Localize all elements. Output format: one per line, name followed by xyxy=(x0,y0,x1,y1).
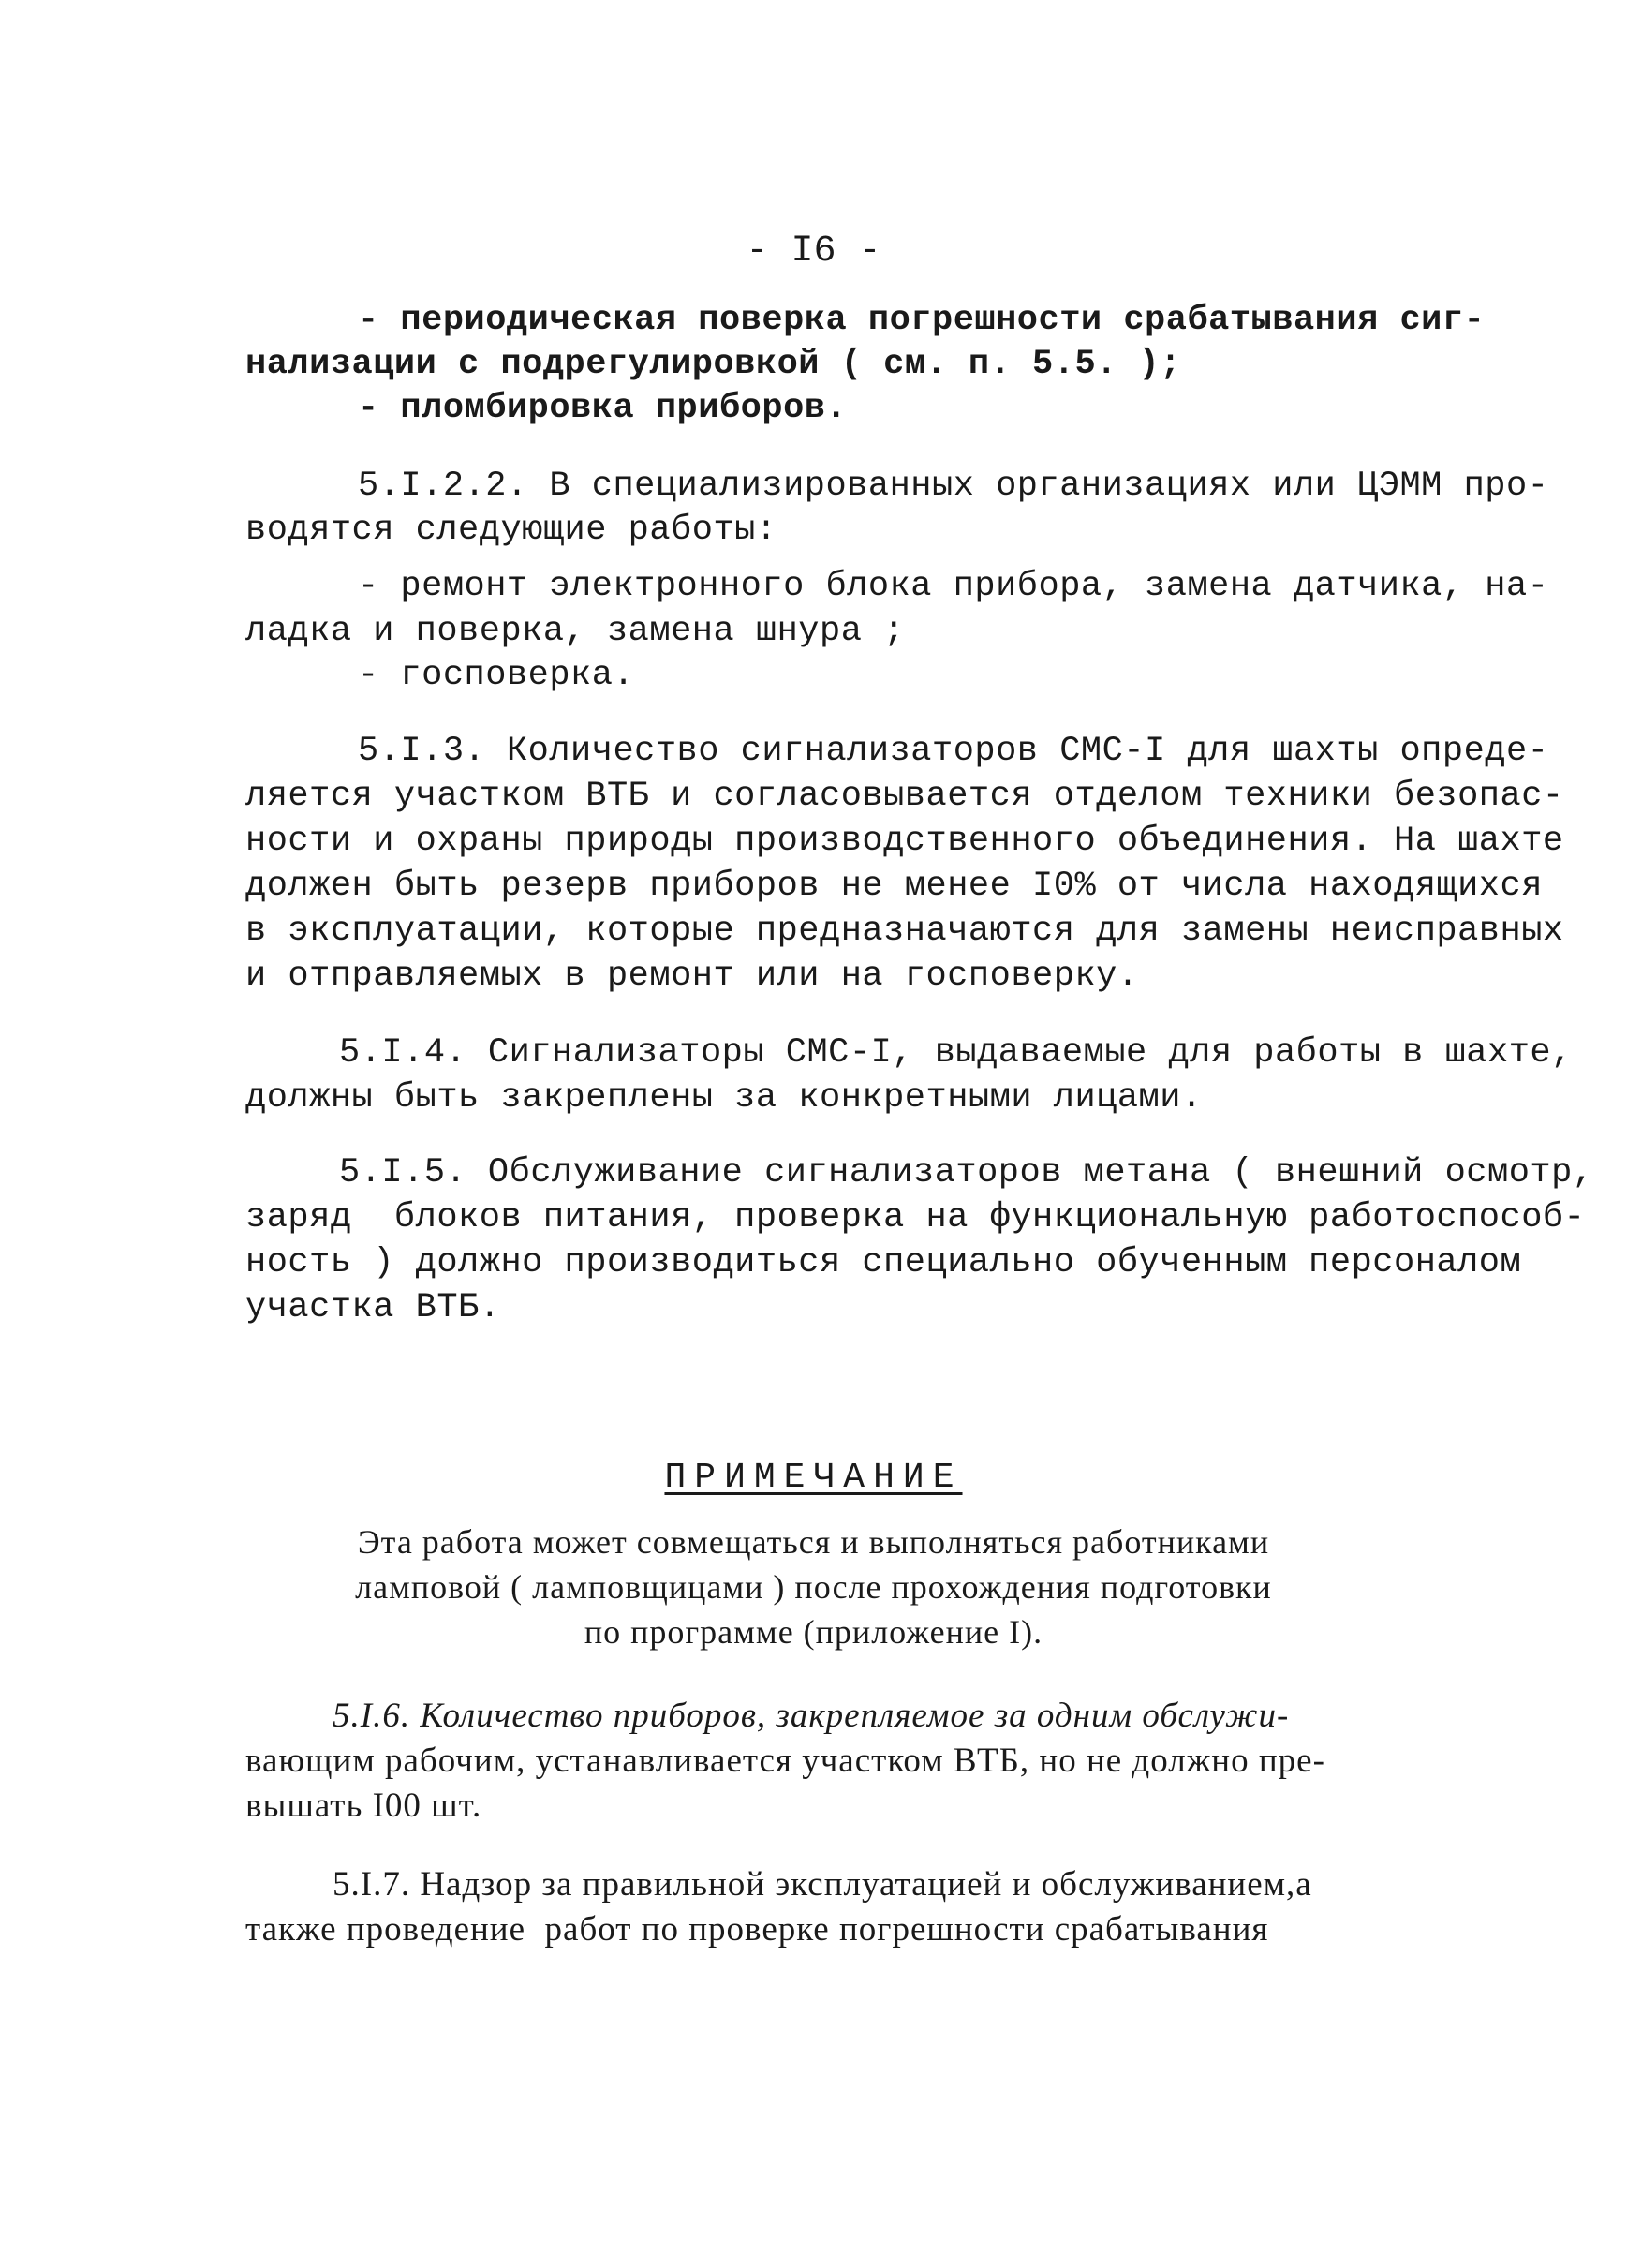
paragraph-5-1-3-line: в эксплуатации, которые предназначаются для замены неисправных xyxy=(245,912,1564,951)
paragraph-5-1-7-line: также проведение работ по проверке погрешности срабатывания xyxy=(245,1910,1269,1949)
paragraph-5-1-6-line: вышать I00 шт. xyxy=(245,1786,482,1825)
paragraph-5-1-3-line: и отправляемых в ремонт или на госповерку. xyxy=(245,956,1139,996)
text-line: - пломбировка приборов. xyxy=(358,389,848,428)
text-line: - госповерка. xyxy=(358,656,635,695)
paragraph-5-1-4-line: 5.I.4. Сигнализаторы СМС-I, выдаваемые для работы в шахте, xyxy=(339,1033,1573,1073)
paragraph-5-1-4-line: должны быть закреплены за конкретными лицами. xyxy=(245,1078,1203,1118)
note-line: ламповой ( ламповщицами ) после прохождения подготовки xyxy=(355,1568,1272,1606)
text-line: нализации с подрегулировкой ( см. п. 5.5. ); xyxy=(245,345,1181,384)
text-line: ладка и поверка, замена шнура ; xyxy=(245,612,905,651)
paragraph-5-1-6-line: 5.I.6. Количество приборов, закрепляемое за одним обслужи- xyxy=(333,1697,1290,1735)
note-line: по программе (приложение I). xyxy=(584,1613,1043,1651)
page-number: - I6 - xyxy=(746,230,881,273)
text-line: - периодическая поверка погрешности срабатывания сиг- xyxy=(358,301,1486,340)
text-line: - ремонт электронного блока прибора, замена датчика, на- xyxy=(358,567,1549,606)
paragraph-5-1-5-line: заряд блоков питания, проверка на функциональную работоспособ- xyxy=(245,1198,1586,1238)
paragraph-5-1-5-line: ность ) должно производиться специально обученным персоналом xyxy=(245,1243,1522,1282)
paragraph-5-1-7-line: 5.I.7. Надзор за правильной эксплуатацией и обслуживанием,а xyxy=(333,1865,1312,1904)
paragraph-5-1-2-2-line: водятся следующие работы: xyxy=(245,511,777,550)
paragraph-5-1-3-line: 5.I.3. Количество сигнализаторов СМС-I для шахты опреде- xyxy=(358,732,1549,771)
paragraph-5-1-2-2-line: 5.I.2.2. В специализированных организациях или ЦЭММ про- xyxy=(358,467,1549,506)
paragraph-5-1-5-line: 5.I.5. Обслуживание сигнализаторов метана ( внешний осмотр, xyxy=(339,1153,1594,1193)
paragraph-5-1-3-line: должен быть резерв приборов не менее I0% от числа находящихся xyxy=(245,867,1543,906)
note-heading: ПРИМЕЧАНИЕ xyxy=(664,1458,963,1498)
paragraph-5-1-5-line: участка ВТБ. xyxy=(245,1288,501,1327)
note-line: Эта работа может совмещаться и выполняться работниками xyxy=(357,1523,1270,1561)
paragraph-5-1-6-line: вающим рабочим, устанавливается участком ВТБ, но не должно пре- xyxy=(245,1742,1325,1780)
paragraph-5-1-3-line: ности и охраны природы производственного объединения. На шахте xyxy=(245,822,1564,861)
paragraph-5-1-3-line: ляется участком ВТБ и согласовывается отделом техники безопас- xyxy=(245,777,1564,816)
